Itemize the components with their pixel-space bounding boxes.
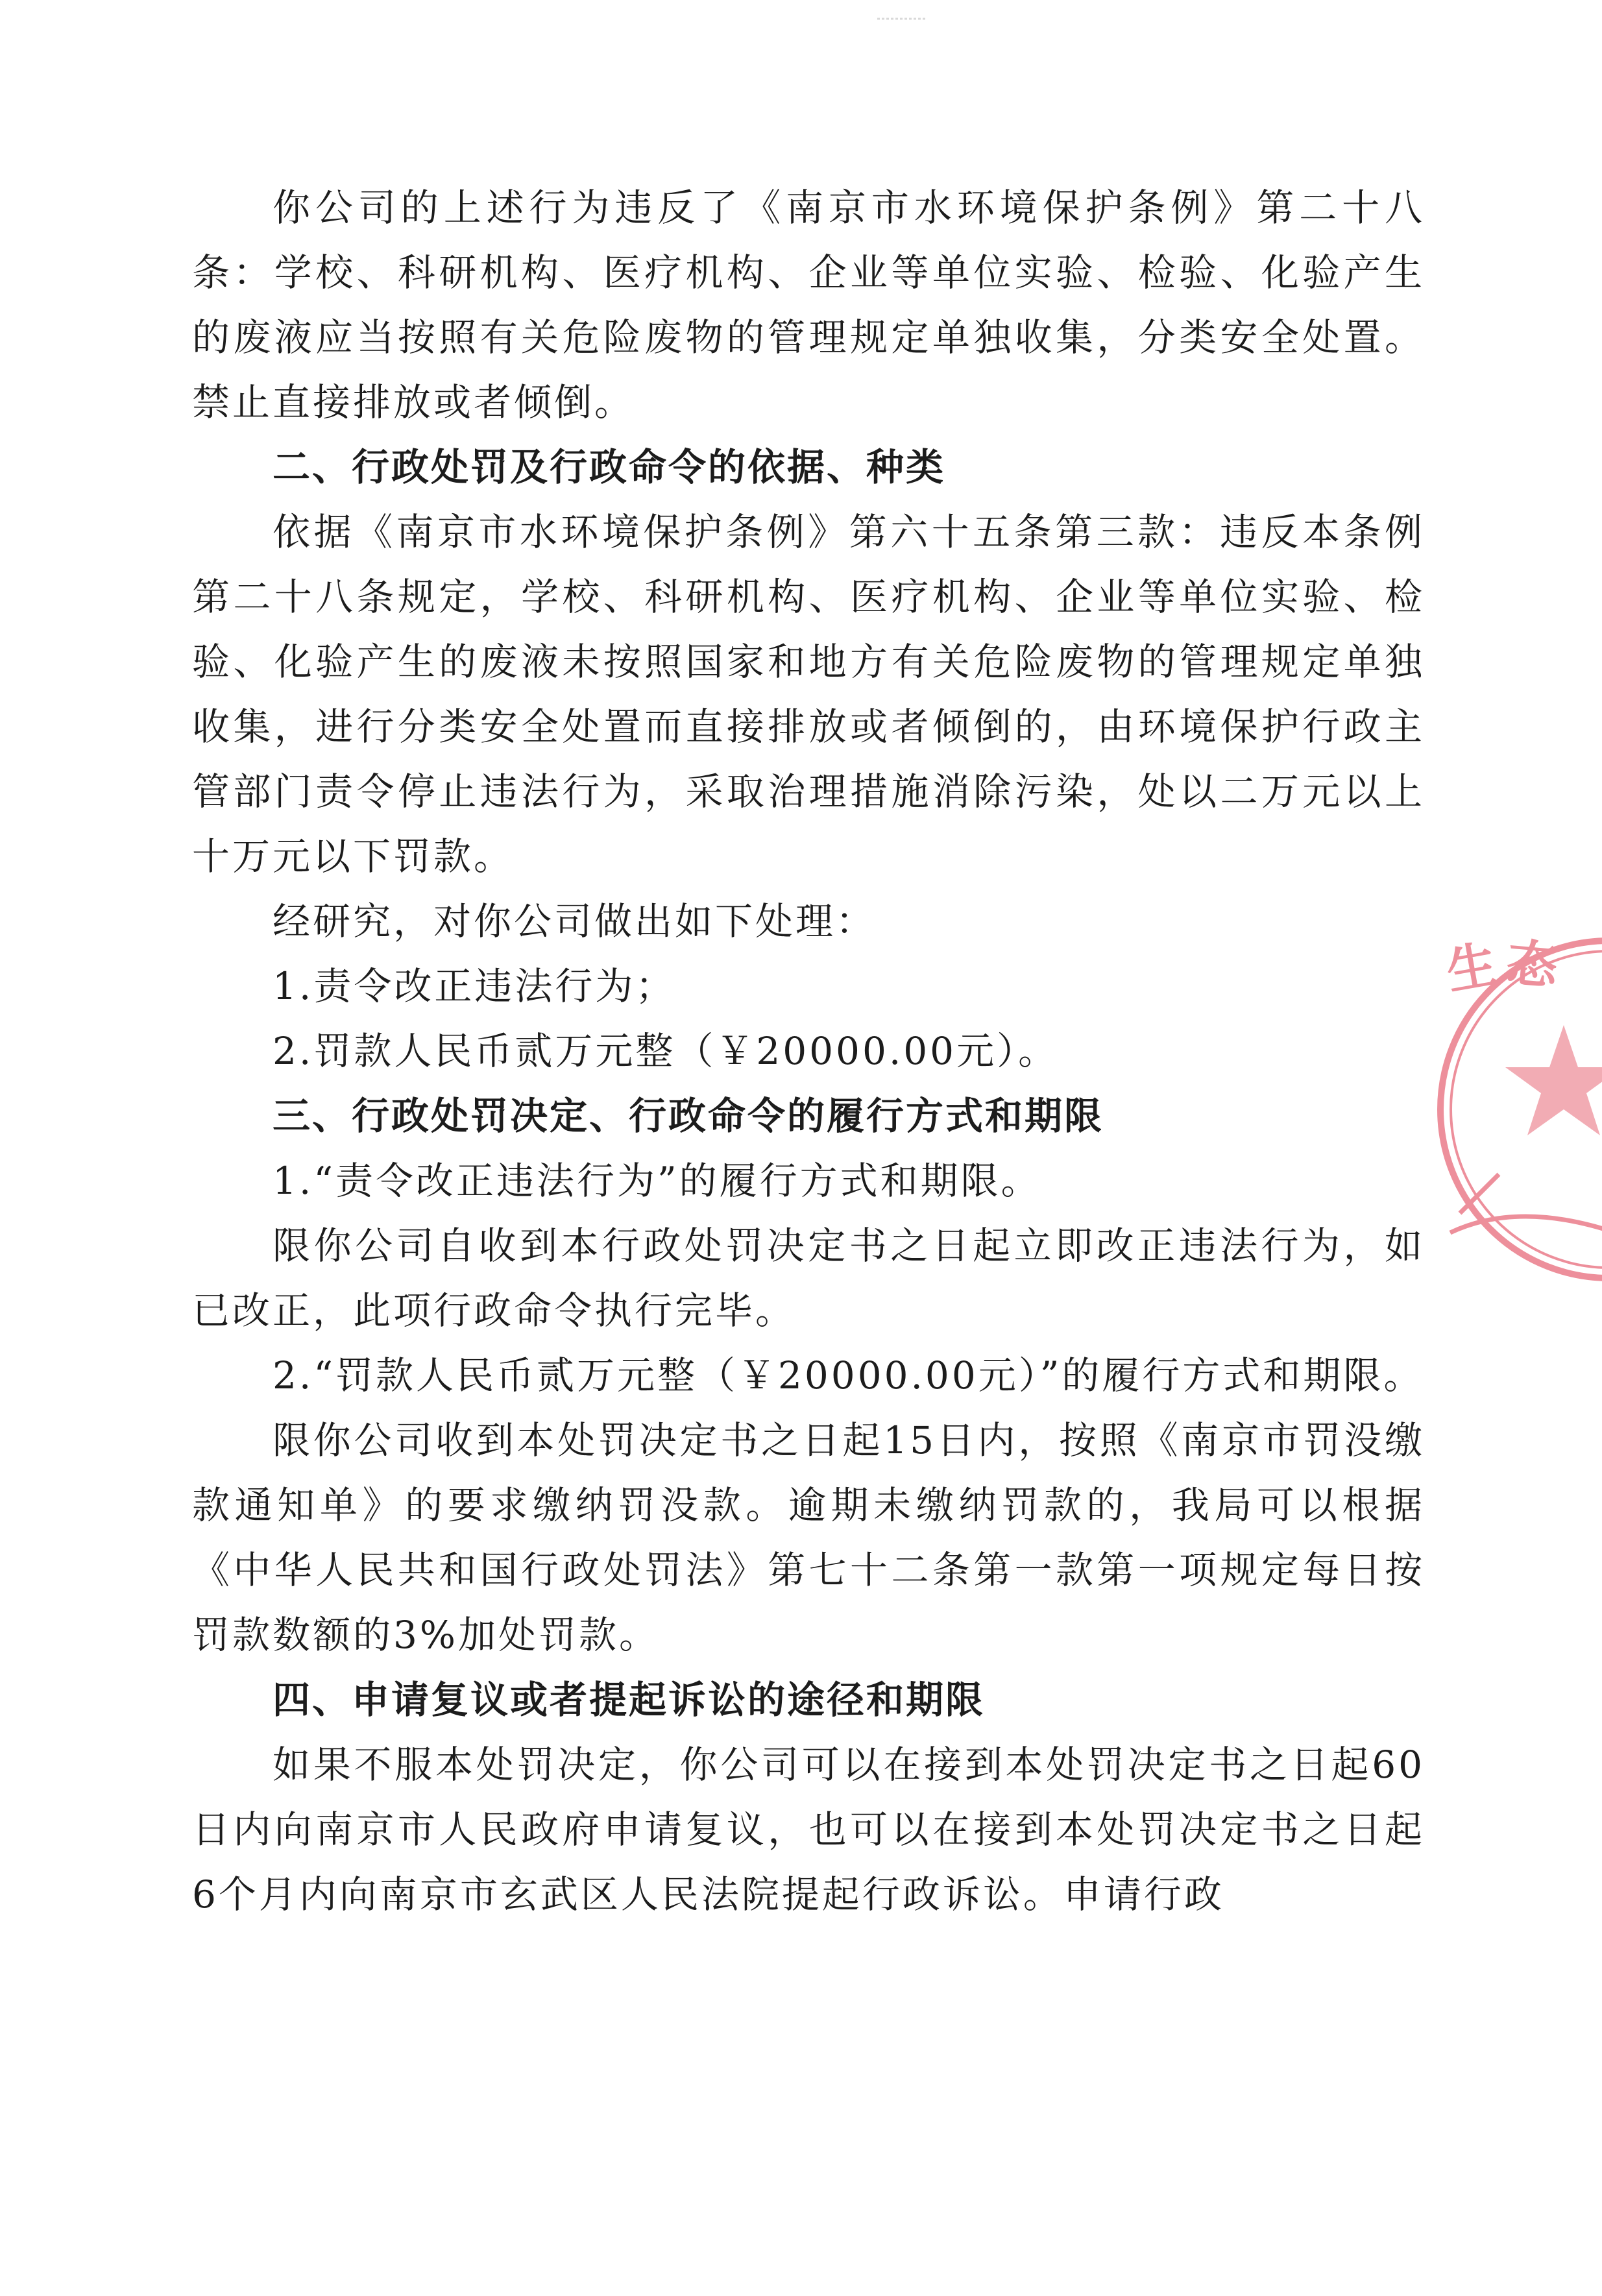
- paragraph-violation: 你公司的上述行为违反了《南京市水环境保护条例》第二十八条：学校、科研机构、医疗机构、企业等单位实验、检验、化验产生的废液应当按照有关危险废物的管理规定单独收集，分类安全处置。禁止直接排放或者倾倒。: [192, 186, 1425, 424]
- paragraph-execution-1-title: 1.“责令改正违法行为”的履行方式和期限。: [273, 1159, 1041, 1203]
- paragraph-decision-intro: 经研究，对你公司做出如下处理：: [273, 899, 877, 943]
- paragraph-execution-1-body: 限你公司自收到本行政处罚决定书之日起立即改正违法行为，如已改正，此项行政命令执行完毕。: [192, 1224, 1425, 1333]
- heading-basis: 二、行政处罚及行政命令的依据、种类: [273, 445, 946, 489]
- scan-artifact: [876, 12, 928, 26]
- svg-text:生: 生: [1442, 935, 1503, 1002]
- paragraph-basis: 依据《南京市水环境保护条例》第六十五条第三款：违反本条例第二十八条规定，学校、科研机构、医疗机构、企业等单位实验、检验、化验产生的废液未按照国家和地方有关危险废物的管理规定单独收集，进行分类安全处置而直接排放或者倾倒的，由环境保护行政主管部门责令停止违法行为，采取治理措施消除污染，处以二万元以上十万元以下罚款。: [192, 510, 1425, 878]
- paragraph-appeal: 如果不服本处罚决定，你公司可以在接到本处罚决定书之日起60日内向南京市人民政府申请复议，也可以在接到本处罚决定书之日起6个月内向南京市玄武区人民法院提起行政诉讼。申请行政: [192, 1743, 1425, 1916]
- paragraph-execution-2-title: 2.“罚款人民币贰万元整（￥20000.00元）”的履行方式和期限。: [273, 1353, 1424, 1397]
- heading-execution: 三、行政处罚决定、行政命令的履行方式和期限: [273, 1094, 1104, 1138]
- heading-appeal: 四、申请复议或者提起诉讼的途径和期限: [273, 1678, 986, 1722]
- svg-text:态: 态: [1504, 934, 1560, 997]
- official-seal-stamp: [1414, 928, 1602, 1291]
- document-body: [192, 175, 1425, 1927]
- paragraph-execution-2-body: 限你公司收到本处罚决定书之日起15日内，按照《南京市罚没缴款通知单》的要求缴纳罚没款。逾期未缴纳罚款的，我局可以根据《中华人民共和国行政处罚法》第七十二条第一款第一项规定每日按罚款数额的3%加处罚款。: [192, 1418, 1425, 1657]
- list-item-order: 1.责令改正违法行为；: [273, 964, 676, 1008]
- list-item-fine: 2.罚款人民币贰万元整（￥20000.00元）。: [273, 1029, 1059, 1073]
